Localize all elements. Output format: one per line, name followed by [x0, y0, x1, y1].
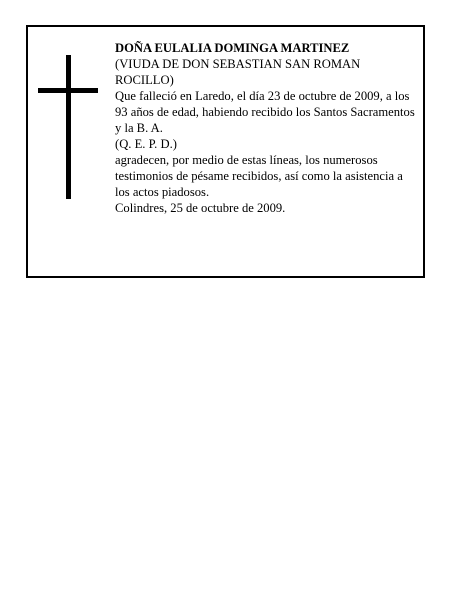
rip-line: (Q. E. P. D.)	[115, 137, 177, 151]
place-date: Colindres, 25 de octubre de 2009.	[115, 201, 286, 215]
cross-icon	[38, 55, 98, 199]
death-info: Que falleció en Laredo, el día 23 de octubre de 2009, a los 93 años de edad, habiendo recibido los Santos Sacramentos y la B. A.	[115, 89, 415, 135]
widow-line: (VIUDA DE DON SEBASTIAN SAN ROMAN ROCILLO)	[115, 57, 361, 87]
cross-vertical-bar	[66, 55, 71, 199]
cross-horizontal-bar	[38, 88, 98, 93]
thanks-text: agradecen, por medio de estas líneas, los numerosos testimonios de pésame recibidos, así como la asistencia a los actos piadosos.	[115, 153, 403, 199]
notice-text	[115, 40, 420, 216]
deceased-name: DOÑA EULALIA DOMINGA MARTINEZ	[115, 41, 350, 55]
obituary-notice	[26, 25, 425, 278]
